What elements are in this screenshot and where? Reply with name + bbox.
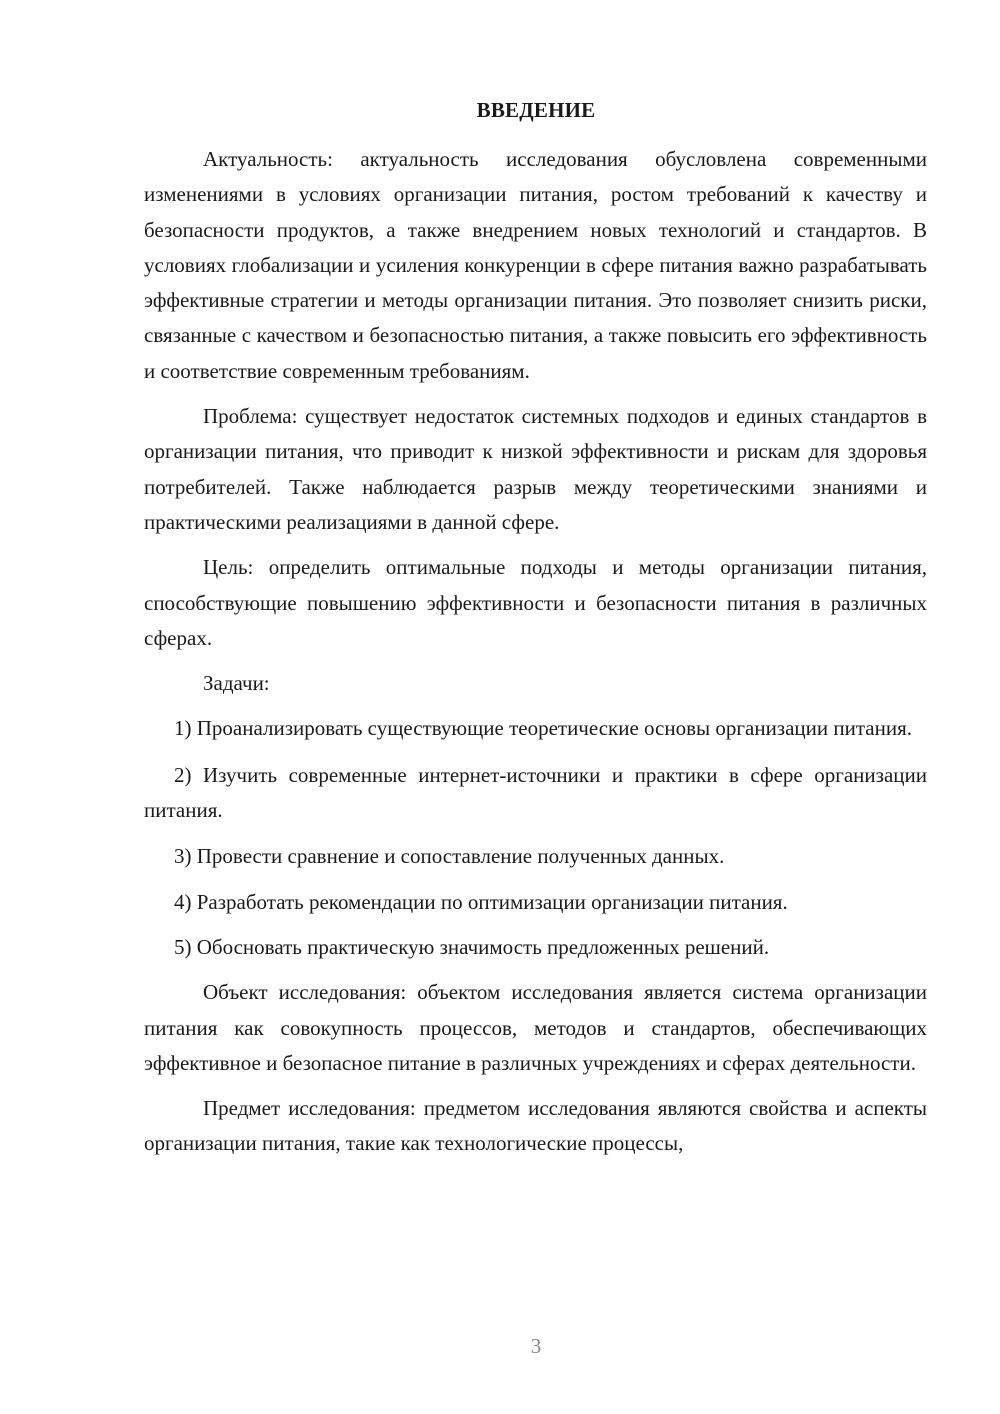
subject-paragraph: Предмет исследования: предметом исследования являются свойства и аспекты организации питания, такие как технологические процессы,: [144, 1096, 927, 1156]
relevance-paragraph: Актуальность: актуальность исследования обусловлена современными изменениями в условиях организации питания, ростом требований к качеству и безопасности продуктов, а также внедрением новых технологий и стандартов. В условиях глобализации и усиления конкуренции в сфере питания важно разрабатывать эффективные стратегии и методы организации питания. Это позволяет снизить риски, связанные с качеством и безопасностью питания, а также повысить его эффективность и соответствие современным требованиям.: [144, 147, 927, 383]
problem-paragraph: Проблема: существует недостаток системных подходов и единых стандартов в организации питания, что приводит к низкой эффективности и рискам для здоровья потребителей. Также наблюдается разрыв между теоретическими знаниями и практическими реализациями в данной сфере.: [144, 404, 927, 534]
task-item: 5) Обосновать практическую значимость предложенных решений.: [174, 934, 770, 959]
task-item: 4) Разработать рекомендации по оптимизации организации питания.: [174, 889, 788, 914]
task-item: 3) Провести сравнение и сопоставление полученных данных.: [174, 844, 725, 869]
task-item: 2) Изучить современные интернет-источники и практики в сфере организации питания.: [144, 762, 927, 823]
object-paragraph: Объект исследования: объектом исследования является система организации питания как совокупность процессов, методов и стандартов, обеспечивающих эффективное и безопасное питание в различных учреждениях и сферах деятельности.: [144, 980, 927, 1075]
body-text: [144, 142, 927, 1172]
section-title: ВВЕДЕНИЕ: [476, 98, 596, 122]
task-item: 1) Проанализировать существующие теоретические основы организации питания.: [174, 716, 913, 741]
tasks-heading: Задачи:: [203, 671, 270, 696]
goal-paragraph: Цель: определить оптимальные подходы и методы организации питания, способствующие повышению эффективности и безопасности питания в различных сферах.: [144, 555, 927, 650]
page-number: 3: [530, 1334, 542, 1358]
